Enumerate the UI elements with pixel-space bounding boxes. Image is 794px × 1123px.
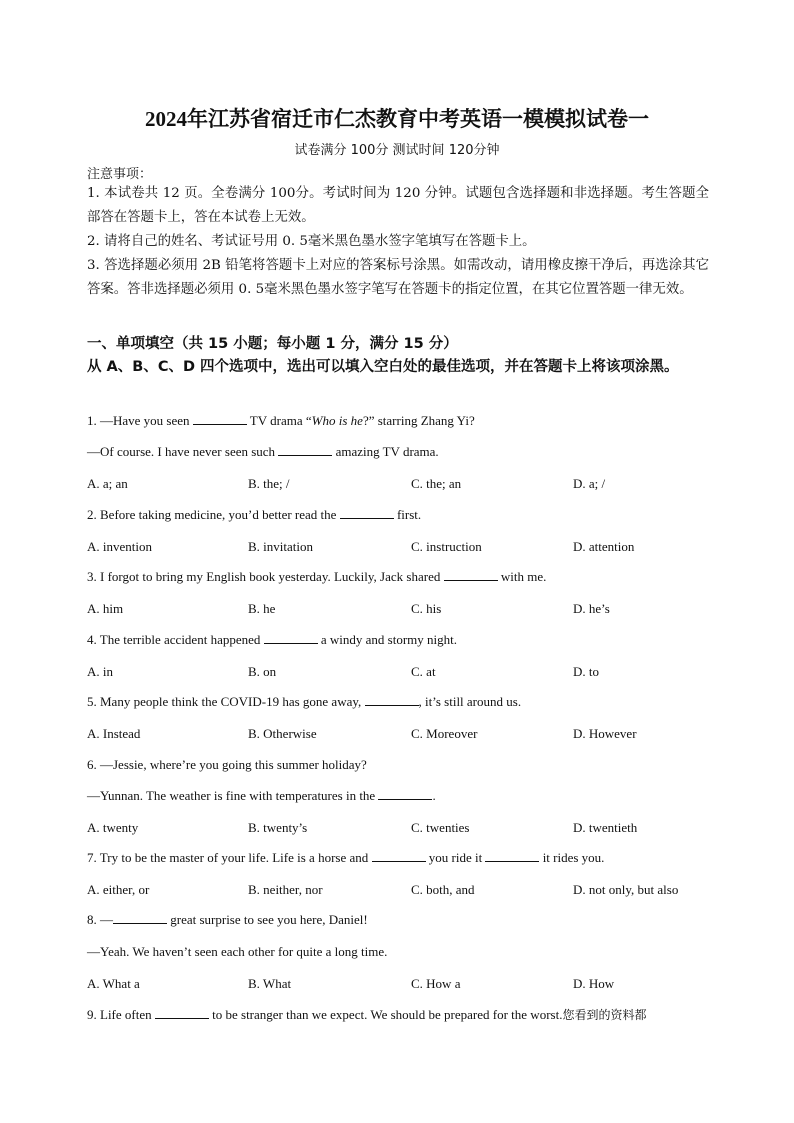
note-item: 1. 本试卷共 12 页。全卷满分 100分。考试时间为 120 分钟。试题包含选择题和非选择题。考生答题全部答在答题卡上，答在本试卷上无效。 xyxy=(87,186,709,225)
notes-heading: 注意事项： xyxy=(87,167,153,182)
options-5 xyxy=(87,726,709,744)
answer-blank xyxy=(278,444,332,456)
answer-blank xyxy=(444,569,498,581)
options-6 xyxy=(87,820,709,838)
option-c: C. at xyxy=(411,664,436,679)
option-b: B. he xyxy=(248,601,276,616)
option-c: C. instruction xyxy=(411,539,482,554)
option-c: C. twenties xyxy=(411,820,470,835)
options-4 xyxy=(87,664,709,682)
question-5: 5. Many people think the COVID-19 has gone away, , it’s still around us. xyxy=(87,694,522,709)
answer-blank xyxy=(378,788,432,800)
page-title: 2024年江苏省宿迁市仁杰教育中考英语一模模拟试卷一 xyxy=(145,107,649,131)
exam-subtitle: 试卷满分 100分 测试时间 120分钟 xyxy=(294,143,500,158)
option-d: D. attention xyxy=(573,539,635,554)
options-7 xyxy=(87,882,709,900)
option-c: C. How a xyxy=(411,976,461,991)
option-c: C. the; an xyxy=(411,476,462,491)
option-b: B. invitation xyxy=(248,539,313,554)
option-d: D. twentieth xyxy=(573,820,638,835)
option-b: B. twenty’s xyxy=(248,820,308,835)
notes-list xyxy=(87,182,709,302)
question-8: 8. — great surprise to see you here, Daniel! xyxy=(87,912,368,927)
section-instruction: 从 A、B、C、D 四个选项中，选出可以填入空白处的最佳选项，并在答题卡上将该项涂黑。 xyxy=(87,359,679,375)
answer-blank xyxy=(365,694,419,706)
option-a: A. invention xyxy=(87,539,152,554)
option-b: B. the; / xyxy=(248,476,290,491)
options-1 xyxy=(87,476,709,494)
option-d: D. However xyxy=(573,726,637,741)
answer-blank xyxy=(113,912,167,924)
option-b: B. Otherwise xyxy=(248,726,317,741)
note-item: 2. 请将自己的姓名、考试证号用 0. 5毫米黑色墨水签字笔填写在答题卡上。 xyxy=(87,234,536,249)
question-1: 1. —Have you seen TV drama “Who is he?” starring Zhang Yi? xyxy=(87,413,475,428)
question-8-line2: —Yeah. We haven’t seen each other for quite a long time. xyxy=(87,944,388,959)
options-2 xyxy=(87,539,709,557)
option-b: B. on xyxy=(248,664,277,679)
option-d: D. not only, but also xyxy=(573,882,679,897)
option-c: C. his xyxy=(411,601,442,616)
answer-blank xyxy=(155,1007,209,1019)
question-9: 9. Life often to be stranger than we expect. We should be prepared for the worst.您看到的资料都 xyxy=(87,1007,647,1022)
options-8 xyxy=(87,976,709,994)
question-2: 2. Before taking medicine, you’d better read the first. xyxy=(87,507,422,522)
option-d: D. to xyxy=(573,664,599,679)
option-a: A. What a xyxy=(87,976,140,991)
answer-blank xyxy=(485,850,539,862)
section-title: 一、单项填空（共 15 小题；每小题 1 分，满分 15 分） xyxy=(87,336,458,352)
answer-blank xyxy=(264,632,318,644)
question-6-line2: —Yunnan. The weather is fine with temperatures in the . xyxy=(87,788,436,803)
question-4: 4. The terrible accident happened a windy and stormy night. xyxy=(87,632,458,647)
option-c: C. both, and xyxy=(411,882,475,897)
question-7: 7. Try to be the master of your life. Life is a horse and you ride it it rides you. xyxy=(87,850,605,865)
question-1-line2: —Of course. I have never seen such amazing TV drama. xyxy=(87,444,439,459)
question-3: 3. I forgot to bring my English book yesterday. Luckily, Jack shared with me. xyxy=(87,569,547,584)
option-d: D. How xyxy=(573,976,615,991)
option-a: A. twenty xyxy=(87,820,139,835)
option-a: A. him xyxy=(87,601,124,616)
option-d: D. a; / xyxy=(573,476,606,491)
option-a: A. a; an xyxy=(87,476,128,491)
answer-blank xyxy=(340,507,394,519)
option-b: B. What xyxy=(248,976,292,991)
option-a: A. Instead xyxy=(87,726,141,741)
option-b: B. neither, nor xyxy=(248,882,323,897)
option-c: C. Moreover xyxy=(411,726,478,741)
option-d: D. he’s xyxy=(573,601,610,616)
option-a: A. in xyxy=(87,664,113,679)
answer-blank xyxy=(193,413,247,425)
answer-blank xyxy=(372,850,426,862)
option-a: A. either, or xyxy=(87,882,150,897)
options-3 xyxy=(87,601,709,619)
question-6: 6. —Jessie, where’re you going this summer holiday? xyxy=(87,757,367,772)
note-item: 3. 答选择题必须用 2B 铅笔将答题卡上对应的答案标号涂黑。如需改动，请用橡皮擦干净后，再选涂其它答案。答非选择题必须用 0. 5毫米黑色墨水签字笔写在答题卡的指定位置，在其它位置答题一律无效。 xyxy=(87,258,709,297)
